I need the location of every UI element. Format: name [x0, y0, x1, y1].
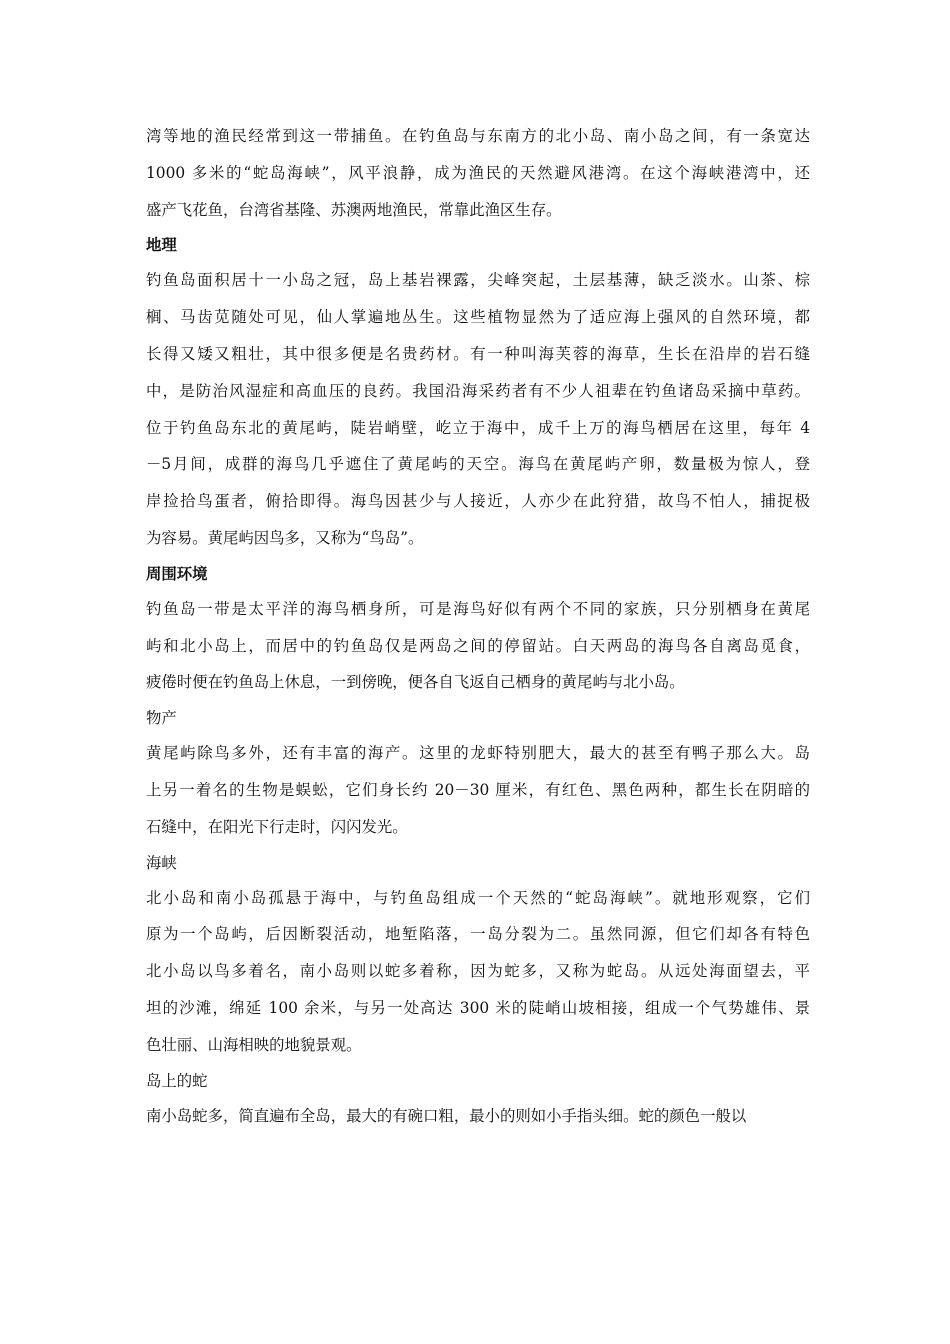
paragraph-line: 黄尾屿除鸟多外，还有丰富的海产。这里的龙虾特别肥大，最大的甚至有鸭子那么大。岛	[146, 744, 810, 763]
paragraph-line: 长得又矮又粗壮，其中很多便是名贵药材。有一种叫海芙蓉的海草，生长在沿岸的岩石缝	[146, 344, 810, 363]
paragraph-line: 岸捡拾鸟蛋者，俯拾即得。海鸟因甚少与人接近，人亦少在此狩猎，故鸟不怕人，捕捉极	[146, 492, 810, 511]
paragraph-line: 色壮丽、山海相映的地貌景观。	[146, 1035, 362, 1054]
paragraph-line: 疲倦时便在钓鱼岛上休息，一到傍晚，便各自飞返自己栖身的黄尾屿与北小岛。	[146, 673, 685, 692]
paragraph-line: 南小岛蛇多，简直遍布全岛，最大的有碗口粗，最小的则如小手指头细。蛇的颜色一般以	[146, 1106, 747, 1125]
paragraph-line: 钓鱼岛面积居十一小岛之冠，岛上基岩裸露，尖峰突起，土层基薄，缺乏淡水。山茶、棕	[146, 271, 810, 290]
section-heading: 地理	[146, 236, 177, 255]
paragraph-line: 中，是防治风湿症和高血压的良药。我国沿海采药者有不少人祖辈在钓鱼诸岛采摘中草药。	[146, 381, 810, 400]
paragraph-line: 坦的沙滩，绵延 100 余米，与另一处高达 300 米的陡峭山坡相接，组成一个气势雄伟、景	[146, 998, 810, 1017]
section-heading: 周围环境	[146, 564, 208, 583]
document-body	[146, 118, 810, 1134]
paragraph-line: 1000 多米的“蛇岛海峡”，风平浪静，成为渔民的天然避风港湾。在这个海峡港湾中，还	[146, 163, 810, 182]
paragraph	[146, 591, 810, 701]
paragraph	[146, 1098, 810, 1135]
paragraph-line: 屿和北小岛上，而居中的钓鱼岛仅是两岛之间的停留站。白天两岛的海鸟各自离岛觅食，	[146, 636, 810, 655]
paragraph	[146, 262, 810, 556]
paragraph-line: 榈、马齿苋随处可见，仙人掌遍地丛生。这些植物显然为了适应海上强风的自然环境，都	[146, 308, 810, 327]
paragraph-line: 石缝中，在阳光下行走时，闪闪发光。	[146, 817, 408, 836]
paragraph-line: 位于钓鱼岛东北的黄尾屿，陡岩峭壁，屹立于海中，成千上万的海鸟栖居在这里，每年 4	[146, 418, 810, 437]
paragraph	[146, 118, 810, 228]
paragraph-line: －5月间，成群的海鸟几乎遮住了黄尾屿的天空。海鸟在黄尾屿产卵，数量极为惊人，登	[146, 455, 810, 474]
paragraph-line: 盛产飞花鱼，台湾省基隆、苏澳两地渔民，常靠此渔区生存。	[146, 200, 562, 219]
paragraph-line: 北小岛和南小岛孤悬于海中，与钓鱼岛组成一个天然的“蛇岛海峡”。就地形观察，它们	[146, 888, 810, 907]
paragraph-line: 北小岛以鸟多着名，南小岛则以蛇多着称，因为蛇多，又称为蛇岛。从远处海面望去，平	[146, 962, 810, 981]
paragraph-line: 为容易。黄尾屿因鸟多，又称为“鸟岛”。	[146, 528, 424, 547]
paragraph-line: 上另一着名的生物是蜈蚣，它们身长约 20－30 厘米，有红色、黑色两种，都生长在阴暗的	[146, 780, 810, 799]
section-heading: 海峡	[146, 853, 177, 872]
paragraph-line: 原为一个岛屿，后因断裂活动，地堑陷落，一岛分裂为二。虽然同源，但它们却各有特色	[146, 925, 810, 944]
paragraph-line: 钓鱼岛一带是太平洋的海鸟栖身所，可是海鸟好似有两个不同的家族，只分别栖身在黄尾	[146, 599, 810, 618]
paragraph	[146, 880, 810, 1064]
section-heading: 岛上的蛇	[146, 1071, 208, 1090]
paragraph	[146, 735, 810, 845]
paragraph-line: 湾等地的渔民经常到这一带捕鱼。在钓鱼岛与东南方的北小岛、南小岛之间，有一条宽达	[146, 127, 810, 145]
section-heading: 物产	[146, 709, 177, 728]
